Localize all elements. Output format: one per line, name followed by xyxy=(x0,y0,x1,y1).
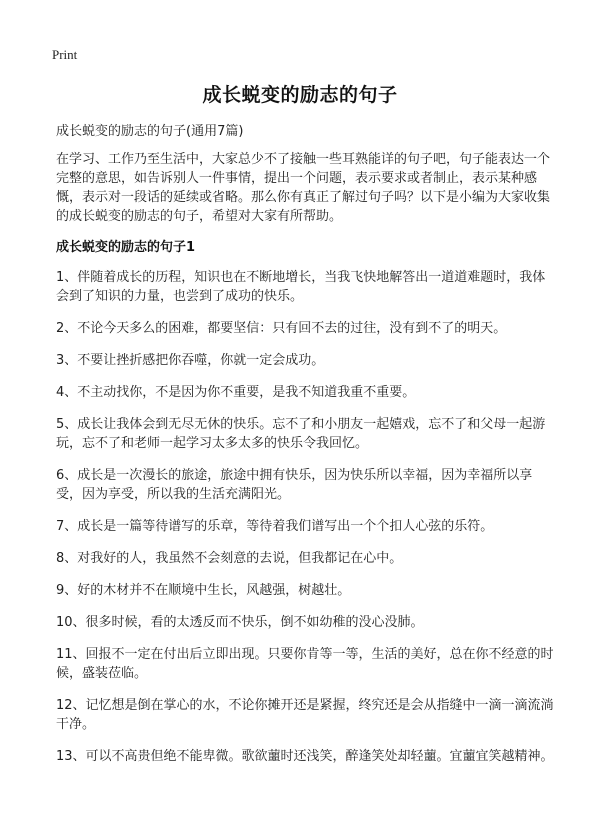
list-item: 12、记忆想是倒在掌心的水，不论你摊开还是紧握，终究还是会从指缝中一滴一滴流淌干净。 xyxy=(56,698,554,732)
list-item: 5、成长让我体会到无尽无休的快乐。忘不了和小朋友一起嬉戏，忘不了和父母一起游玩，忘不了和老师一起学习太多太多的快乐令我回忆。 xyxy=(56,417,546,451)
page-title: 成长蜕变的励志的句子 xyxy=(202,84,398,106)
subtitle: 成长蜕变的励志的句子(通用7篇) xyxy=(56,124,244,139)
list-item: 8、对我好的人，我虽然不会刻意的去说，但我都记在心中。 xyxy=(56,551,403,566)
list-item: 7、成长是一篇等待谱写的乐章，等待着我们谱写出一个个扣人心弦的乐符。 xyxy=(56,519,494,534)
intro-paragraph: 在学习、工作乃至生活中，大家总少不了接触一些耳熟能详的句子吧，句子能表达一个完整的意思，如告诉别人一件事情，提出一个问题，表示要求或者制止，表示某种感慨，表示对一段话的延续或省略。那么你有真正了解过句子吗？以下是小编为大家收集的成长蜕变的励志的句子，希望对大家有所帮助。 xyxy=(56,152,551,224)
list-item: 3、不要让挫折感把你吞噬，你就一定会成功。 xyxy=(56,353,325,368)
section-heading: 成长蜕变的励志的句子1 xyxy=(56,240,196,255)
quote-list xyxy=(56,268,556,779)
list-item: 9、好的木材并不在顺境中生长，风越强，树越壮。 xyxy=(56,583,351,598)
print-link[interactable]: Print xyxy=(52,47,78,62)
list-item: 10、很多时候，看的太透反而不快乐，倒不如幼稚的没心没肺。 xyxy=(56,615,424,630)
list-item: 11、回报不一定在付出后立即出现。只要你肯等一等，生活的美好，总在你不经意的时候，盛装莅临。 xyxy=(56,647,554,681)
list-item: 1、伴随着成长的历程，知识也在不断地增长，当我飞快地解答出一道道难题时，我体会到了知识的力量，也尝到了成功的快乐。 xyxy=(56,270,546,304)
list-item: 13、可以不高贵但绝不能卑微。歌欲蘁时还浅笑，醉逢笑处却轻蘁。宜蘁宜笑越精神。 xyxy=(56,749,554,764)
list-item: 6、成长是一次漫长的旅途，旅途中拥有快乐，因为快乐所以幸福，因为幸福所以享受，因为享受，所以我的生活充满阳光。 xyxy=(56,468,533,502)
list-item: 2、不论今天多么的困难，都要坚信：只有回不去的过往，没有到不了的明天。 xyxy=(56,321,507,336)
list-item: 4、不主动找你，不是因为你不重要，是我不知道我重不重要。 xyxy=(56,385,416,400)
